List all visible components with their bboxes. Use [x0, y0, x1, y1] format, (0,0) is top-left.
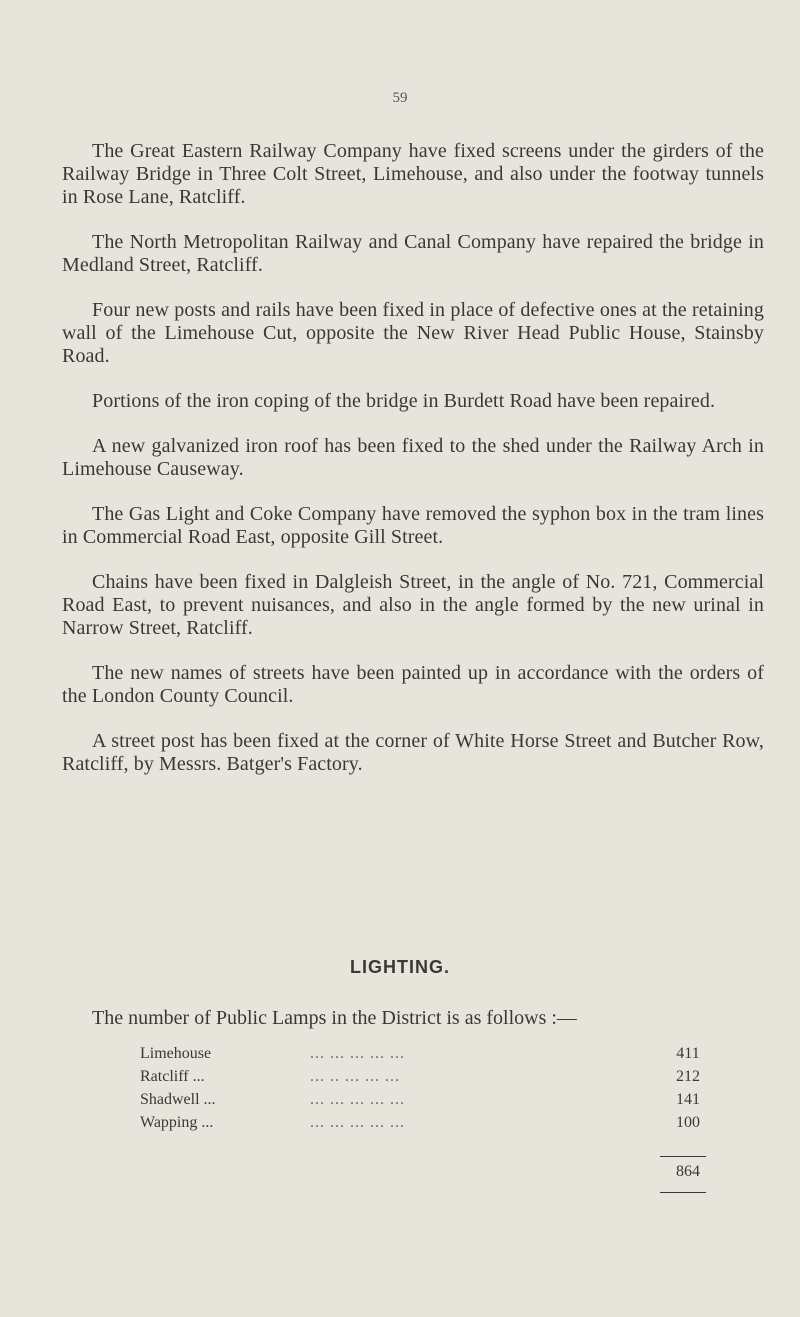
- table-row: [140, 1065, 720, 1088]
- paragraph: Chains have been fixed in Dalgleish Street, in the angle of No. 721, Commercial Road East, to prevent nuisances, and also in the angle formed by the new urinal in Narrow Street, Ratcliff.: [62, 571, 764, 639]
- dot-leaders: ... ... ... ... ...: [310, 1091, 405, 1108]
- body-text: [62, 140, 764, 798]
- paragraph: Portions of the iron coping of the bridge in Burdett Road have been repaired.: [92, 390, 716, 412]
- dot-leaders: ... .. ... ... ...: [310, 1068, 400, 1085]
- district-name: Limehouse: [140, 1045, 212, 1062]
- paragraph: The Gas Light and Coke Company have removed the syphon box in the tram lines in Commercial Road East, opposite Gill Street.: [62, 503, 764, 548]
- table-row: [140, 1111, 720, 1134]
- lamp-table: [140, 1042, 720, 1134]
- paragraph: The new names of streets have been painted up in accordance with the orders of the London County Council.: [62, 662, 764, 707]
- lamp-count: 411: [676, 1045, 700, 1062]
- dot-leaders: ... ... ... ... ...: [310, 1114, 405, 1131]
- paragraph: The Great Eastern Railway Company have fixed screens under the girders of the Railway Bridge in Three Colt Street, Limehouse, and also under the footway tunnels in Rose Lane, Ratcliff.: [62, 140, 764, 208]
- lighting-intro: The number of Public Lamps in the District is as follows :—: [92, 1007, 577, 1029]
- paragraph: A street post has been fixed at the corner of White Horse Street and Butcher Row, Ratcliff, by Messrs. Batger's Factory.: [62, 730, 764, 775]
- district-name: Wapping ...: [140, 1114, 214, 1131]
- page-number: 59: [392, 90, 408, 106]
- paragraph: The North Metropolitan Railway and Canal Company have repaired the bridge in Medland Street, Ratcliff.: [62, 231, 764, 276]
- dot-leaders: ... ... ... ... ...: [310, 1045, 405, 1062]
- district-name: Shadwell ...: [140, 1091, 216, 1108]
- paragraph: A new galvanized iron roof has been fixed to the shed under the Railway Arch in Limehouse Causeway.: [62, 435, 764, 480]
- district-name: Ratcliff ...: [140, 1068, 205, 1085]
- total-underline: [660, 1192, 706, 1193]
- section-heading: LIGHTING.: [350, 957, 450, 977]
- lamp-count: 141: [676, 1091, 700, 1108]
- table-row: [140, 1042, 720, 1065]
- sum-rule: [660, 1156, 706, 1157]
- lamp-count: 100: [676, 1114, 700, 1131]
- paragraph: Four new posts and rails have been fixed in place of defective ones at the retaining wall of the Limehouse Cut, opposite the New River Head Public House, Stainsby Road.: [62, 299, 764, 367]
- lamp-total: 864: [676, 1163, 700, 1180]
- table-row: [140, 1088, 720, 1111]
- lamp-count: 212: [676, 1068, 700, 1085]
